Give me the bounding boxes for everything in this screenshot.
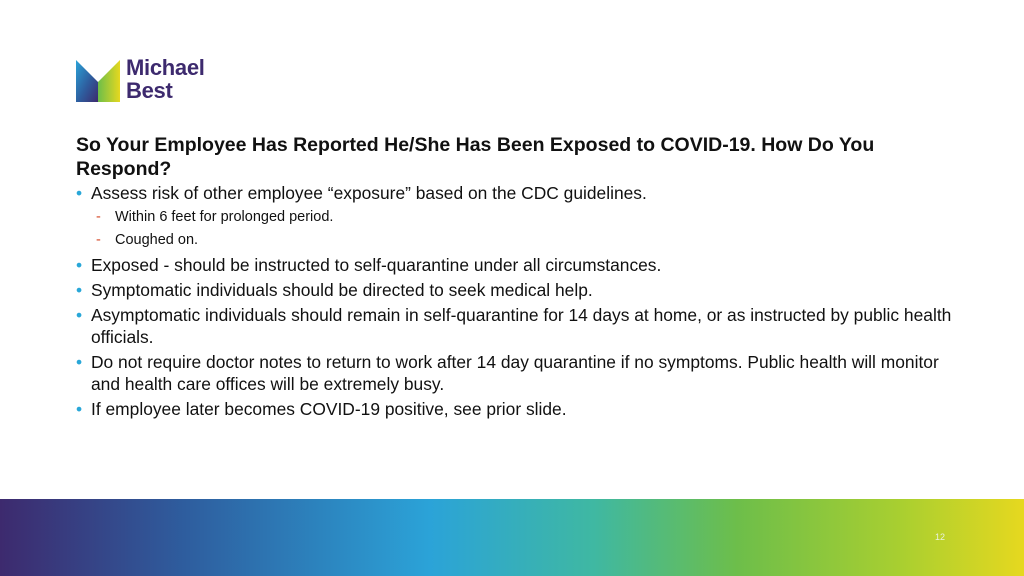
- bullet-dot-icon: •: [76, 352, 83, 372]
- bullet-dot-icon: •: [76, 183, 83, 203]
- slide-body: [76, 133, 956, 423]
- slide-title: So Your Employee Has Reported He/She Has Been Exposed to COVID-19. How Do You Respond?: [76, 134, 875, 180]
- bullet-text: Assess risk of other employee “exposure” based on the CDC guidelines.: [91, 183, 647, 203]
- bullet-item: [76, 254, 956, 276]
- bullet-text: Do not require doctor notes to return to work after 14 day quarantine if no symptoms. Public health will monitor and health care offices will be extremely busy.: [91, 352, 939, 394]
- bullet-text: Symptomatic individuals should be directed to seek medical help.: [91, 280, 593, 300]
- logo-m-icon: [76, 58, 120, 102]
- bullet-dot-icon: •: [76, 280, 83, 300]
- sub-bullet-item: [76, 231, 956, 249]
- logo-text-michael: Michael: [126, 55, 205, 80]
- company-logo: [76, 56, 236, 104]
- sub-bullet-dash-icon: -: [96, 232, 101, 248]
- sub-bullet-text: Coughed on.: [115, 232, 199, 248]
- bullet-dot-icon: •: [76, 399, 83, 419]
- page-number: 12: [934, 532, 945, 542]
- bullet-dot-icon: •: [76, 255, 83, 275]
- sub-bullet-item: [76, 208, 956, 226]
- sub-bullet-dash-icon: -: [96, 209, 101, 225]
- bullet-item: [76, 279, 956, 301]
- bullet-item: [76, 182, 956, 204]
- logo-wordmark: [126, 56, 205, 102]
- bullet-item: [76, 351, 956, 395]
- bullet-list: [76, 182, 956, 420]
- bullet-text: If employee later becomes COVID-19 positive, see prior slide.: [91, 399, 567, 419]
- sub-bullet-text: Within 6 feet for prolonged period.: [115, 209, 334, 225]
- bullet-item: [76, 398, 956, 420]
- bullet-item: [76, 304, 956, 348]
- bullet-text: Exposed - should be instructed to self-quarantine under all circumstances.: [91, 255, 662, 275]
- footer-gradient-band: [0, 499, 1024, 576]
- bullet-text: Asymptomatic individuals should remain in self-quarantine for 14 days at home, or as instructed by public health officials.: [91, 305, 952, 347]
- logo-text-best: Best: [126, 78, 173, 103]
- bullet-dot-icon: •: [76, 305, 83, 325]
